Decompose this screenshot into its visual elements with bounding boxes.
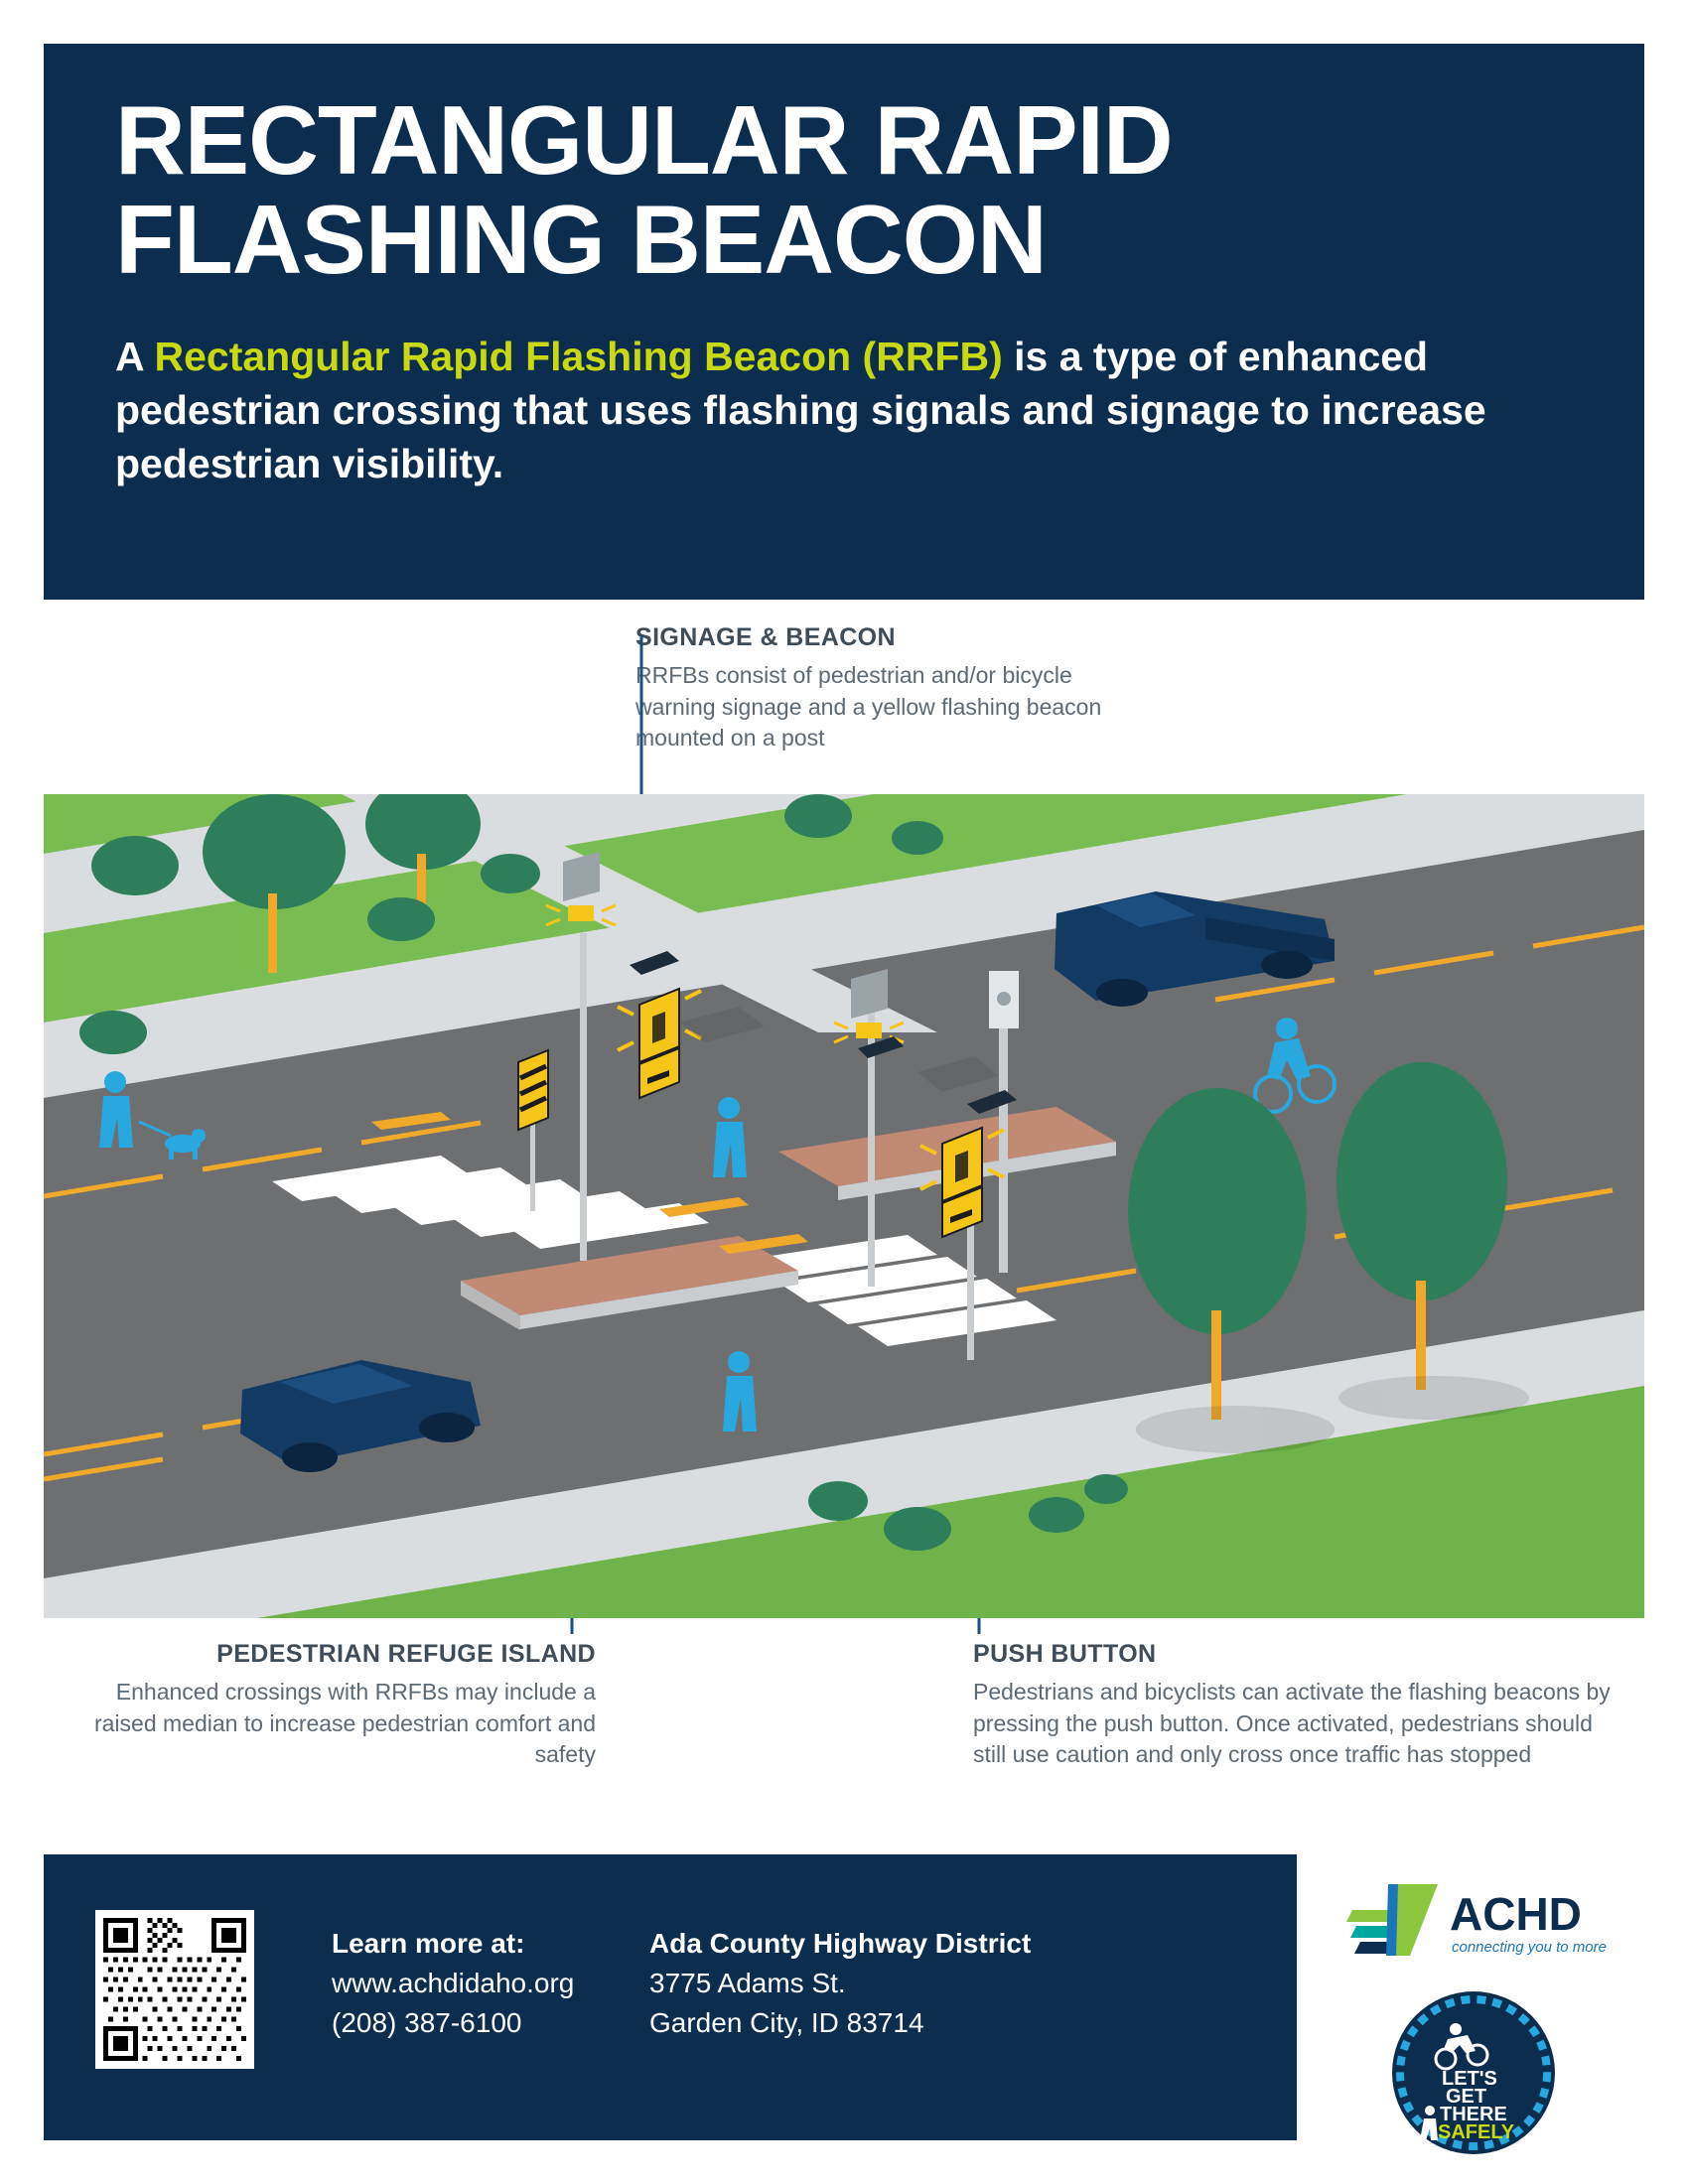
achd-logo-mark — [1346, 1884, 1438, 1956]
achd-logo-text: ACHD — [1450, 1888, 1582, 1940]
footer-banner — [44, 1854, 1297, 2140]
lets-get-there-safely-logo — [1390, 1989, 1557, 2156]
callout-signage-body: RRFBs consist of pedestrian and/or bicycle warning signage and a yellow flashing beacon mounted on a post — [635, 662, 1102, 751]
footer-address-column — [649, 1924, 1031, 2042]
flashing-beacon-light — [568, 905, 594, 921]
page-title-line1: RECTANGULAR RAPID — [115, 85, 1173, 195]
achd-logo — [1342, 1864, 1630, 1981]
callout-push-heading: PUSH BUTTON — [973, 1640, 1157, 1668]
callout-signage-beacon — [635, 623, 1152, 754]
callout-push-body: Pedestrians and bicyclists can activate the flashing beacons by pressing the push button. Once activated, pedestrians should still use caution and only cross once traffic has stopped — [973, 1679, 1611, 1768]
callout-refuge-heading: PEDESTRIAN REFUGE ISLAND — [216, 1640, 596, 1668]
callout-signage-heading: SIGNAGE & BEACON — [635, 623, 896, 651]
footer-contact-column — [332, 1924, 574, 2042]
safely-line3: THERE — [1440, 2104, 1507, 2125]
street-illustration-svg — [44, 794, 1644, 1618]
phone-number[interactable]: (208) 387-6100 — [332, 2006, 522, 2038]
safely-line2: GET — [1446, 2086, 1487, 2108]
callout-pedestrian-refuge-island — [60, 1640, 596, 1771]
header-subtitle — [115, 330, 1535, 490]
safely-line1: LET'S — [1442, 2068, 1497, 2090]
achd-logo-tagline: connecting you to more — [1452, 1939, 1607, 1956]
street-illustration — [44, 794, 1644, 1618]
page-title-line2: FLASHING BEACON — [115, 184, 1047, 294]
subtitle-highlight: Rectangular Rapid Flashing Beacon (RRFB) — [154, 333, 1003, 379]
subtitle-post: is a type of enhanced pedestrian crossing that uses flashing signals and signage to increase pedestrian visibility. — [115, 333, 1486, 487]
address-line-2: Garden City, ID 83714 — [649, 2006, 924, 2038]
flashing-beacon-light — [856, 1023, 882, 1038]
safely-line4: SAFELY — [1438, 2121, 1515, 2143]
organization-name: Ada County Highway District — [649, 1928, 1032, 1959]
learn-more-label: Learn more at: — [332, 1928, 525, 1959]
qr-code[interactable] — [95, 1910, 254, 2069]
callout-refuge-body: Enhanced crossings with RRFBs may include a raised median to increase pedestrian comfort and safety — [93, 1679, 596, 1768]
page-title — [115, 85, 1585, 294]
address-line-1: 3775 Adams St. — [649, 1967, 846, 1998]
subtitle-pre: A — [115, 333, 155, 379]
callout-push-button — [973, 1640, 1628, 1771]
header-banner — [44, 44, 1644, 600]
qr-code-image — [103, 1918, 246, 2061]
push-button[interactable] — [997, 992, 1011, 1006]
website-link[interactable]: www.achdidaho.org — [332, 1967, 575, 1998]
